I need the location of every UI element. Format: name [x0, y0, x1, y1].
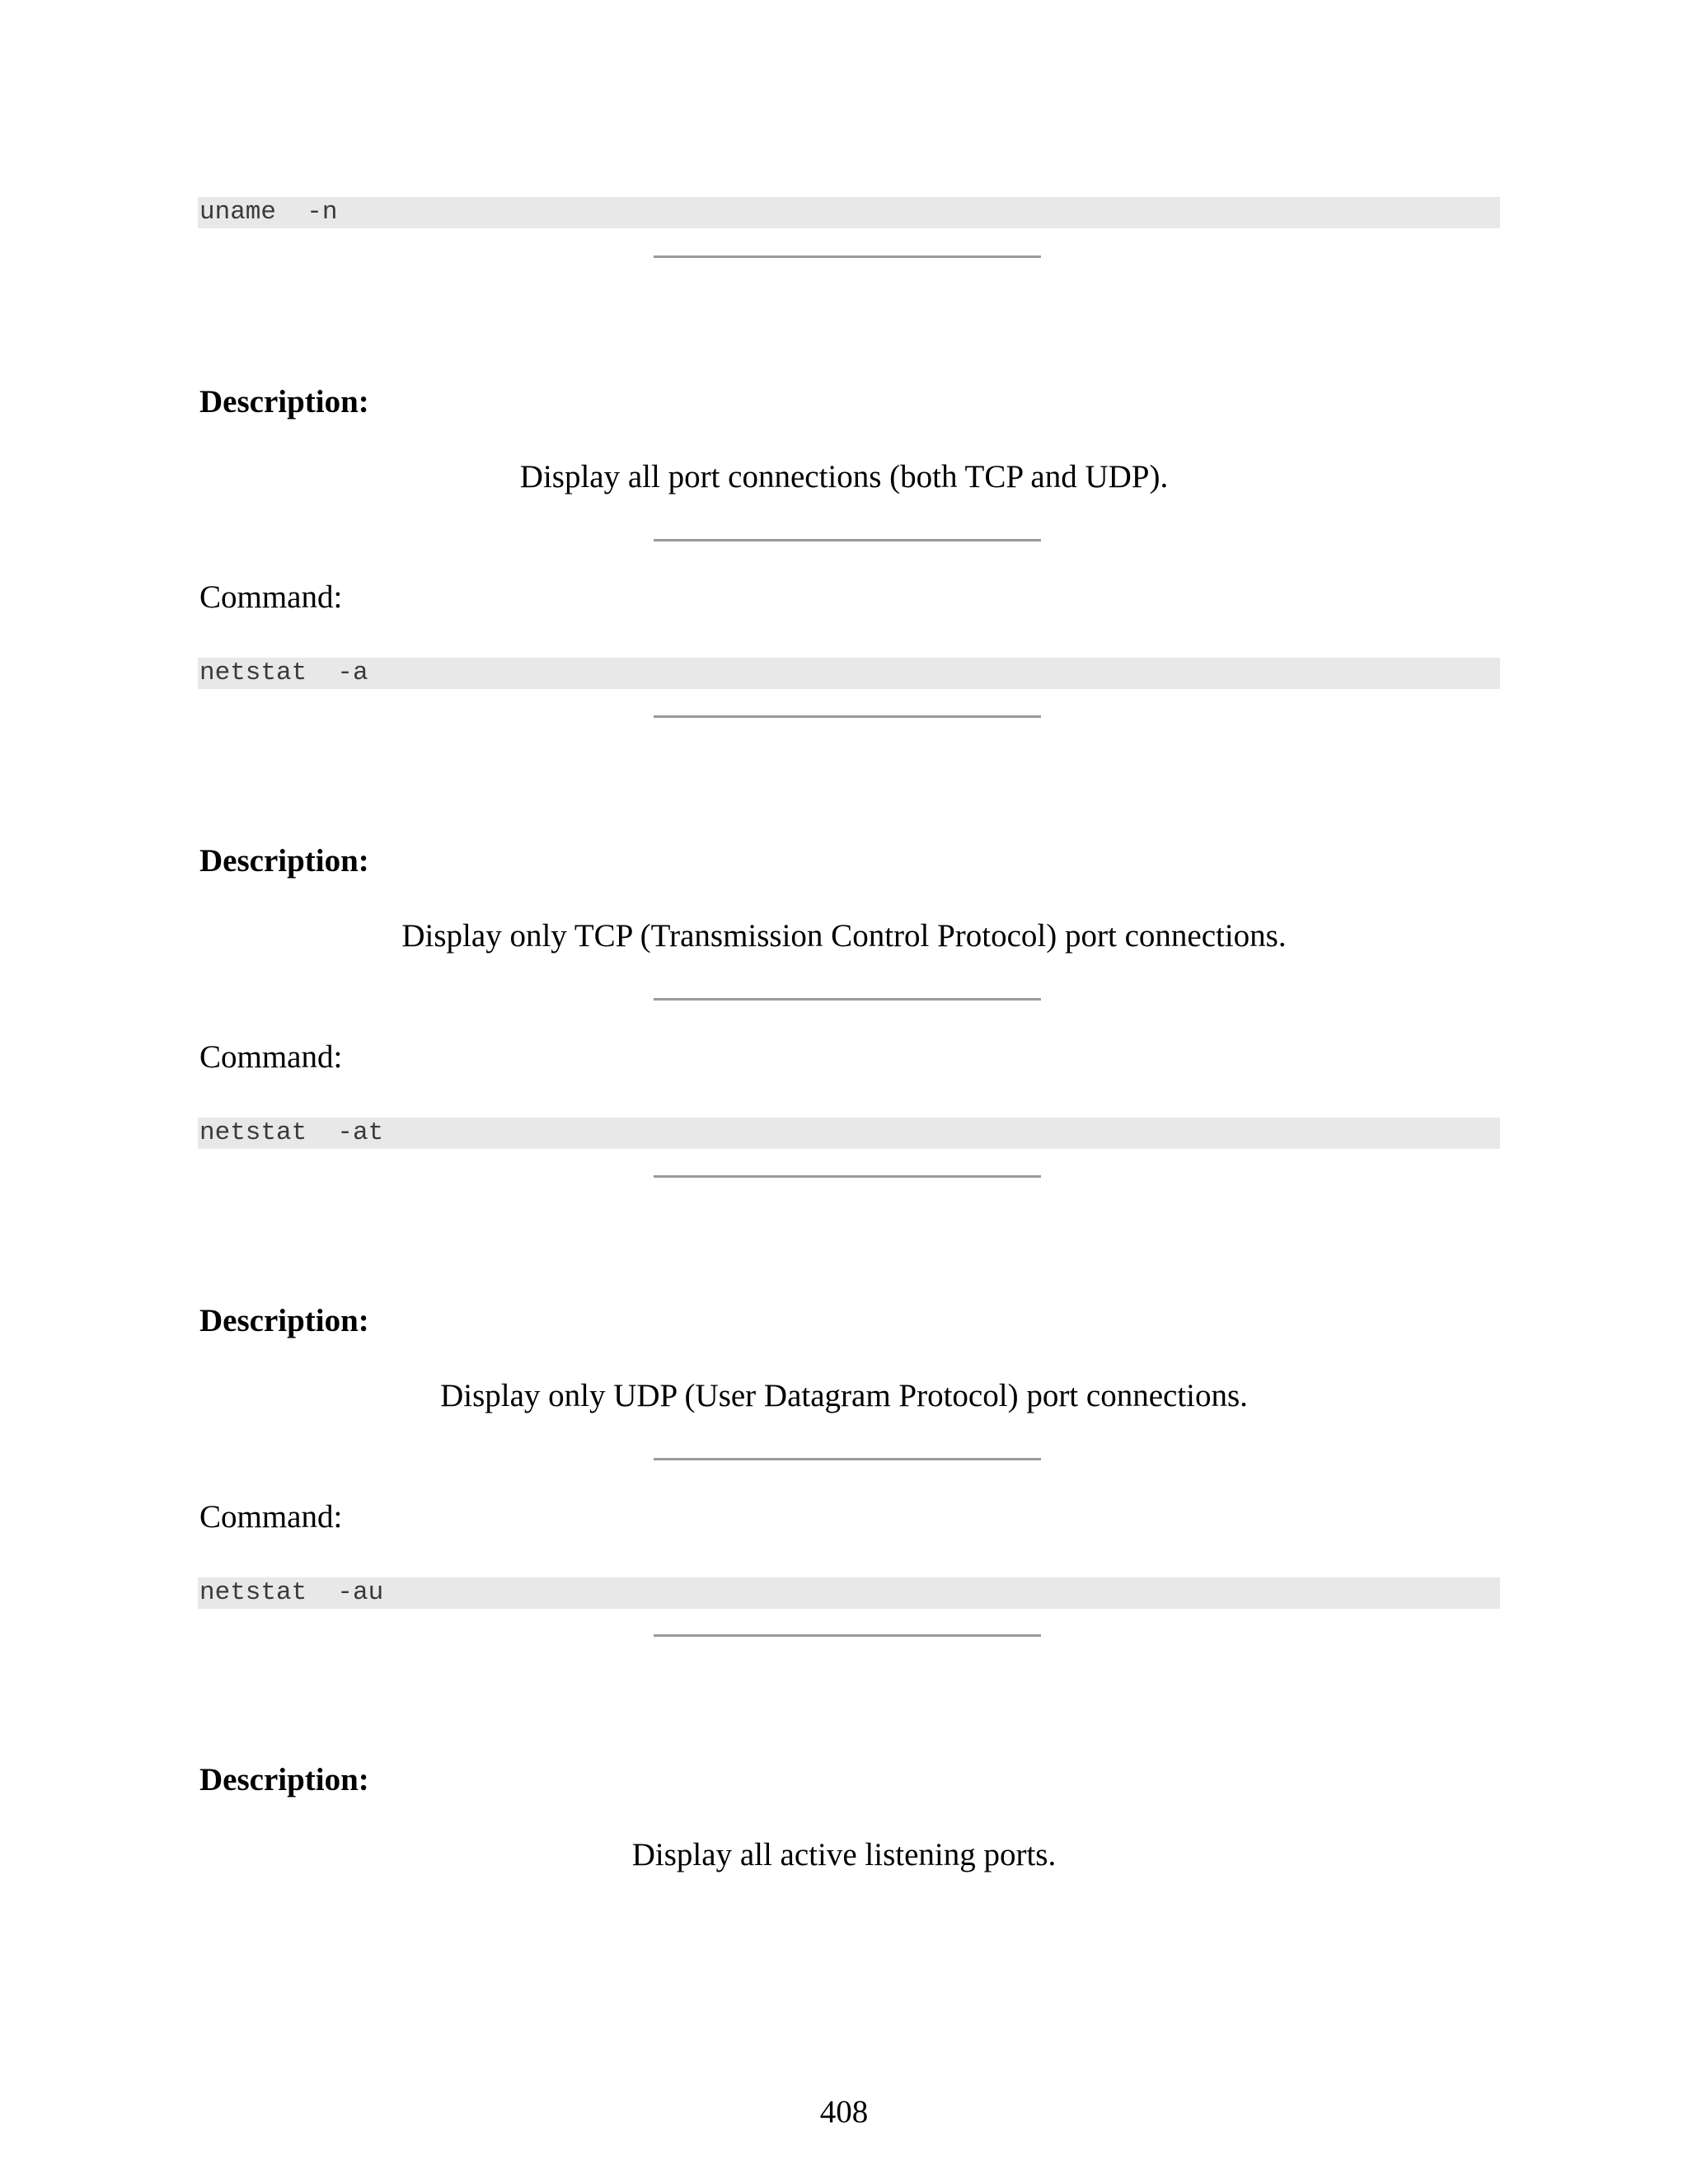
- separator-rule: [654, 715, 1041, 718]
- command-label: Command:: [199, 1499, 343, 1535]
- description-label: Description:: [199, 1303, 369, 1338]
- code-block: netstat -au: [198, 1577, 1500, 1609]
- code-block: uname -n: [198, 197, 1500, 228]
- command-label: Command:: [199, 579, 343, 615]
- page-number: 408: [819, 2094, 869, 2130]
- description-text: Display only TCP (Transmission Control Protocol) port connections.: [401, 918, 1287, 954]
- separator-rule: [654, 1175, 1041, 1178]
- separator-rule: [654, 1634, 1041, 1637]
- separator-rule: [654, 255, 1041, 258]
- description-label: Description:: [199, 843, 369, 879]
- command-label: Command:: [199, 1039, 343, 1075]
- code-block: netstat -a: [198, 658, 1500, 689]
- description-text: Display all port connections (both TCP and UDP).: [519, 459, 1169, 494]
- description-label: Description:: [199, 384, 369, 419]
- separator-rule: [654, 1458, 1041, 1460]
- description-text: Display all active listening ports.: [631, 1837, 1057, 1872]
- separator-rule: [654, 998, 1041, 1001]
- description-label: Description:: [199, 1762, 369, 1797]
- description-text: Display only UDP (User Datagram Protocol) port connections.: [440, 1378, 1248, 1413]
- separator-rule: [654, 539, 1041, 541]
- code-block: netstat -at: [198, 1118, 1500, 1149]
